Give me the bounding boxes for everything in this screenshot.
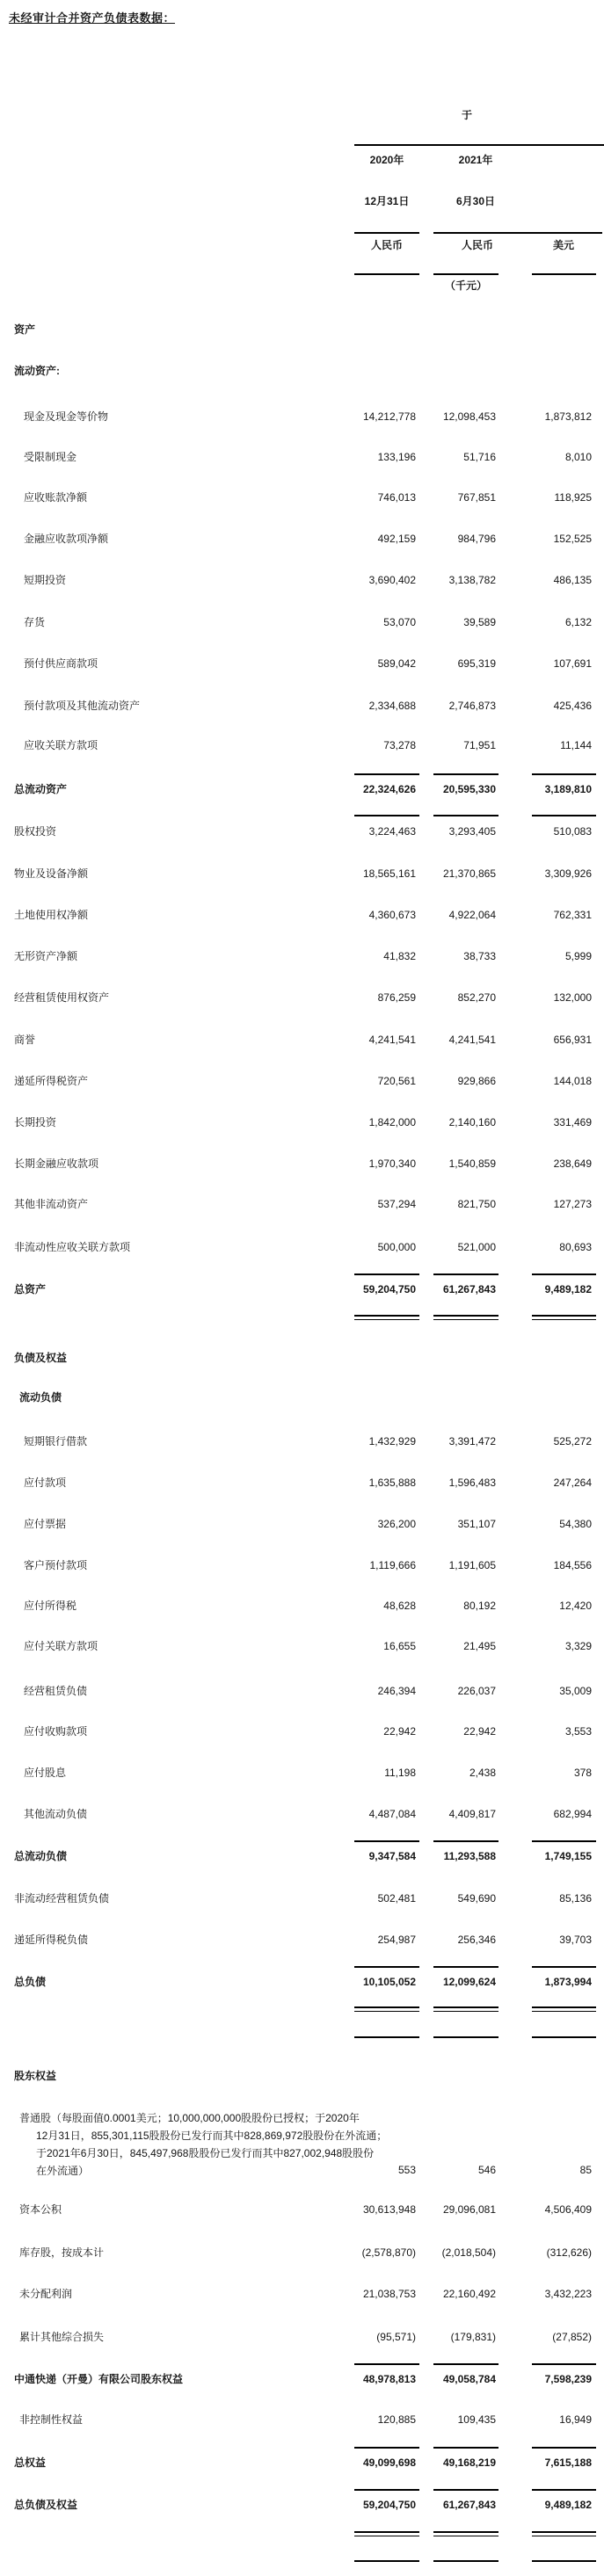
value-rmb-2020: 4,360,673 [368,909,416,921]
value-rmb-2020: 589,042 [377,657,416,670]
header-rule [354,232,419,234]
value-rmb-2020: 492,159 [377,533,416,545]
rule-segment [532,2006,596,2012]
value-usd: 118,925 [554,491,592,504]
value-usd: 152,525 [553,533,592,545]
value-rmb-2021: 51,716 [463,451,496,463]
value-rmb-2021: 546 [477,2164,496,2176]
value-rmb-2020: 500,000 [377,1241,416,1253]
row-label: 长期投资 [14,1116,57,1128]
value-usd: 3,553 [564,1725,592,1738]
value-rmb-2021: 2,140,160 [448,1116,496,1128]
header-rule [354,144,604,146]
value-usd: 127,273 [553,1198,592,1210]
value-rmb-2021: 4,241,541 [448,1034,496,1046]
row-label: 应付所得税 [24,1600,77,1612]
row-label: 应付股息 [24,1767,67,1779]
col-header-year-2021: 2021年 [458,154,493,166]
value-rmb-2020: 1,635,888 [368,1477,416,1489]
row-label: 短期投资 [24,574,67,586]
value-rmb-2020: 720,561 [377,1075,416,1087]
value-rmb-2020: 21,038,753 [362,2288,416,2300]
value-usd: 3,329 [564,1640,592,1652]
value-rmb-2021: 521,000 [457,1241,496,1253]
value-usd: 132,000 [553,991,592,1004]
rule-segment [532,1315,596,1320]
value-rmb-2021: 39,589 [463,616,496,628]
value-rmb-2021: 61,267,843 [433,1273,498,1295]
row-label-line: 12月31日，855,301,115股股份已发行而其中828,869,972股股份在外流通； [36,2130,388,2142]
row-label: 总负债及权益 [14,2499,78,2511]
value-rmb-2020: 3,224,463 [368,825,416,838]
row-label: 商誉 [14,1034,36,1046]
row-label: 中通快递（开曼）有限公司股东权益 [14,2373,184,2385]
col-header-year-2020: 2020年 [369,154,404,166]
value-usd: 682,994 [553,1808,592,1820]
rule-segment [354,2531,419,2536]
col-header-date-2020: 12月31日 [364,195,410,207]
value-usd: 12,420 [559,1600,592,1612]
value-usd: 3,432,223 [544,2288,592,2300]
row-label: 资本公积 [19,2203,62,2216]
value-usd: 6,132 [564,616,592,628]
row-label: 其他流动负债 [24,1808,88,1820]
row-label: 库存股，按成本计 [19,2246,105,2259]
value-usd: 3,309,926 [544,867,592,880]
row-label: 总流动负债 [14,1850,68,1862]
unit-note: （千元） [444,279,487,292]
value-rmb-2021: 49,168,219 [433,2447,498,2469]
value-rmb-2020: 537,294 [377,1198,416,1210]
row-label: 非流动经营租赁负债 [14,1892,110,1905]
value-rmb-2021: 2,746,873 [448,700,496,712]
value-rmb-2021: 20,595,330 [433,773,498,795]
rule-segment [532,815,596,816]
row-label: 存货 [24,616,46,628]
value-rmb-2021: 21,370,865 [442,867,496,880]
row-label: 累计其他综合损失 [19,2331,105,2343]
value-usd: 8,010 [564,451,592,463]
value-rmb-2020: 16,655 [383,1640,416,1652]
value-rmb-2021: 1,540,859 [448,1157,496,1170]
row-label: 预付款项及其他流动资产 [24,700,141,712]
value-usd: 3,189,810 [532,773,596,795]
header-rule [354,273,419,275]
value-usd: 486,135 [553,574,592,586]
currency-usd-header: 美元 [552,239,574,251]
value-rmb-2021: 21,495 [463,1640,496,1652]
header-rule [532,273,596,275]
value-rmb-2020: 876,259 [377,991,416,1004]
row-label: 物业及设备净额 [14,867,89,880]
row-label-line: 普通股（每股面值0.0001美元；10,000,000,000股股份已授权；于2020年 [19,2112,360,2124]
value-usd: 80,693 [559,1241,592,1253]
value-usd: 9,489,182 [532,1273,596,1295]
rule-segment [354,815,419,816]
value-rmb-2020: 326,200 [377,1518,416,1530]
row-label: 股权投资 [14,825,57,838]
value-rmb-2020: 2,334,688 [368,700,416,712]
value-rmb-2020: 73,278 [383,739,416,751]
value-rmb-2021: 1,191,605 [448,1559,496,1571]
row-label: 短期银行借款 [24,1435,88,1448]
value-rmb-2020: 4,241,541 [368,1034,416,1046]
value-rmb-2020: 254,987 [377,1934,416,1946]
value-rmb-2021: 4,409,817 [448,1808,496,1820]
rule-segment [354,2006,419,2012]
section-label: 股东权益 [14,2070,57,2082]
value-usd: 54,380 [559,1518,592,1530]
value-rmb-2021: 3,138,782 [448,574,496,586]
value-rmb-2020: 14,212,778 [362,410,416,423]
value-rmb-2021: 256,346 [457,1934,496,1946]
value-rmb-2020: 4,487,084 [368,1808,416,1820]
value-rmb-2020: 48,978,813 [354,2363,419,2385]
value-rmb-2021: 29,096,081 [442,2203,496,2216]
value-rmb-2021: (2,018,504) [441,2246,496,2259]
value-rmb-2021: 38,733 [463,950,496,962]
row-label: 无形资产净额 [14,950,78,962]
row-label: 应付收购款项 [24,1725,88,1738]
value-usd: 238,649 [553,1157,592,1170]
value-rmb-2020: 48,628 [383,1600,416,1612]
row-label: 总权益 [14,2456,47,2469]
value-usd: 35,009 [559,1685,592,1697]
col-header-date-2021: 6月30日 [455,195,496,207]
value-usd: 762,331 [553,909,592,921]
row-label: 金融应收款项净额 [24,533,109,545]
value-rmb-2020: 49,099,698 [354,2447,419,2469]
value-usd: 525,272 [553,1435,592,1448]
value-usd: 39,703 [559,1934,592,1946]
rule-segment [532,2531,596,2536]
value-usd: 1,873,994 [532,1966,596,1988]
value-rmb-2021: 1,596,483 [448,1477,496,1489]
value-rmb-2020: 1,119,666 [369,1559,416,1571]
value-rmb-2021: 11,293,588 [433,1840,498,1862]
value-usd: 144,018 [553,1075,592,1087]
rule-segment [532,2036,596,2038]
rule-segment [433,2006,498,2012]
value-rmb-2020: 41,832 [383,950,416,962]
value-rmb-2021: 695,319 [457,657,496,670]
value-rmb-2021: 22,160,492 [442,2288,496,2300]
rule-segment [433,1315,498,1320]
row-label: 非流动性应收关联方款项 [14,1241,131,1253]
value-usd: 85 [579,2164,592,2176]
value-rmb-2021: 929,866 [457,1075,496,1087]
row-label: 应付关联方款项 [24,1640,98,1652]
rule-segment [433,2531,498,2536]
value-rmb-2021: 12,098,453 [442,410,496,423]
value-usd: 16,949 [559,2413,592,2426]
rule-segment [433,815,498,816]
as-of-label: 于 [461,109,472,121]
value-rmb-2020: 10,105,052 [354,1966,419,1988]
value-rmb-2021: 852,270 [457,991,496,1004]
value-usd: 425,436 [553,700,592,712]
value-usd: 184,556 [553,1559,592,1571]
value-usd: 85,136 [559,1892,592,1905]
value-usd: 107,691 [553,657,592,670]
value-rmb-2021: 61,267,843 [433,2489,498,2511]
row-label: 总负债 [14,1976,47,1988]
row-label: 递延所得税负债 [14,1934,89,1946]
value-rmb-2021: 22,942 [463,1725,496,1738]
row-label: 预付供应商款项 [24,657,98,670]
value-rmb-2021: 3,293,405 [448,825,496,838]
header-rule [433,273,498,275]
value-rmb-2021: 80,192 [463,1600,496,1612]
value-rmb-2020: 11,198 [384,1767,416,1779]
value-rmb-2021: 984,796 [457,533,496,545]
page-title: 未经审计合并资产负债表数据： [9,11,176,25]
value-rmb-2021: 4,922,064 [448,909,496,921]
value-rmb-2020: 18,565,161 [362,867,416,880]
value-rmb-2020: 59,204,750 [354,1273,419,1295]
value-rmb-2020: 30,613,948 [362,2203,416,2216]
rule-segment [354,2036,419,2038]
value-rmb-2020: 502,481 [377,1892,416,1905]
value-usd: 656,931 [553,1034,592,1046]
row-label: 非控制性权益 [19,2413,84,2426]
value-usd: (27,852) [552,2331,592,2343]
value-rmb-2020: 553 [397,2164,416,2176]
row-label: 未分配利润 [19,2288,73,2300]
row-label: 经营租赁使用权资产 [14,991,110,1004]
value-rmb-2020: 9,347,584 [354,1840,419,1862]
value-rmb-2020: 246,394 [377,1685,416,1697]
row-label: 受限制现金 [24,451,77,463]
value-rmb-2020: 22,324,626 [354,773,419,795]
row-label-line: 在外流通） [36,2165,90,2177]
value-usd: 247,264 [553,1477,592,1489]
value-rmb-2020: 59,204,750 [354,2489,419,2511]
section-label: 负债及权益 [14,1352,68,1364]
row-label: 递延所得税资产 [14,1075,89,1087]
row-label: 总流动资产 [14,783,68,795]
value-usd: 5,999 [564,950,592,962]
row-label: 经营租赁负债 [24,1685,88,1697]
row-label: 土地使用权净额 [14,909,89,921]
value-rmb-2021: 2,438 [469,1767,496,1779]
value-rmb-2020: 53,070 [383,616,416,628]
value-rmb-2021: 767,851 [457,491,496,504]
value-usd: 378 [573,1767,592,1779]
row-label: 应收关联方款项 [24,739,98,751]
row-label: 应付票据 [24,1518,67,1530]
value-rmb-2021: 3,391,472 [448,1435,496,1448]
row-label: 现金及现金等价物 [24,410,109,423]
section-label: 流动资产: [14,365,60,377]
value-usd: 1,873,812 [544,410,592,423]
rule-segment [354,2560,419,2562]
row-label: 客户预付款项 [24,1559,88,1571]
section-label: 流动负债 [19,1391,62,1404]
value-usd: 7,598,239 [532,2363,596,2385]
currency-rmb-2020-header: 人民币 [370,239,403,251]
value-rmb-2020: 746,013 [377,491,416,504]
value-usd: 510,083 [553,825,592,838]
value-rmb-2020: 1,970,340 [368,1157,416,1170]
row-label-line: 于2021年6月30日，845,497,968股股份已发行而其中827,002,948股股份 [36,2147,375,2159]
rule-segment [433,2036,498,2038]
currency-rmb-2021-header: 人民币 [461,239,493,251]
value-rmb-2020: 133,196 [377,451,416,463]
value-rmb-2021: 549,690 [457,1892,496,1905]
row-label: 总资产 [14,1283,47,1295]
value-rmb-2021: 49,058,784 [433,2363,498,2385]
value-usd: 11,144 [560,739,592,751]
value-usd: 7,615,188 [532,2447,596,2469]
value-rmb-2020: 22,942 [383,1725,416,1738]
value-usd: 9,489,182 [532,2489,596,2511]
value-rmb-2021: 226,037 [457,1685,496,1697]
value-usd: 331,469 [553,1116,592,1128]
value-usd: 4,506,409 [544,2203,592,2216]
value-rmb-2021: (179,831) [450,2331,496,2343]
row-label: 应收账款净额 [24,491,88,504]
value-rmb-2021: 821,750 [457,1198,496,1210]
value-rmb-2020: (2,578,870) [361,2246,416,2259]
value-rmb-2020: 1,842,000 [368,1116,416,1128]
value-usd: 1,749,155 [532,1840,596,1862]
value-rmb-2020: 120,885 [377,2413,416,2426]
value-usd: (312,626) [546,2246,592,2259]
section-label: 资产 [14,323,36,336]
value-rmb-2021: 351,107 [457,1518,496,1530]
value-rmb-2020: (95,571) [376,2331,416,2343]
row-label: 长期金融应收款项 [14,1157,99,1170]
row-label: 应付款项 [24,1477,67,1489]
header-rule [433,232,602,234]
value-rmb-2021: 12,099,624 [433,1966,498,1988]
rule-segment [532,2560,596,2562]
row-label: 其他非流动资产 [14,1198,89,1210]
rule-segment [354,1315,419,1320]
rule-segment [433,2560,498,2562]
value-rmb-2020: 1,432,929 [368,1435,416,1448]
value-rmb-2021: 109,435 [457,2413,496,2426]
value-rmb-2021: 71,951 [463,739,496,751]
value-rmb-2020: 3,690,402 [368,574,416,586]
